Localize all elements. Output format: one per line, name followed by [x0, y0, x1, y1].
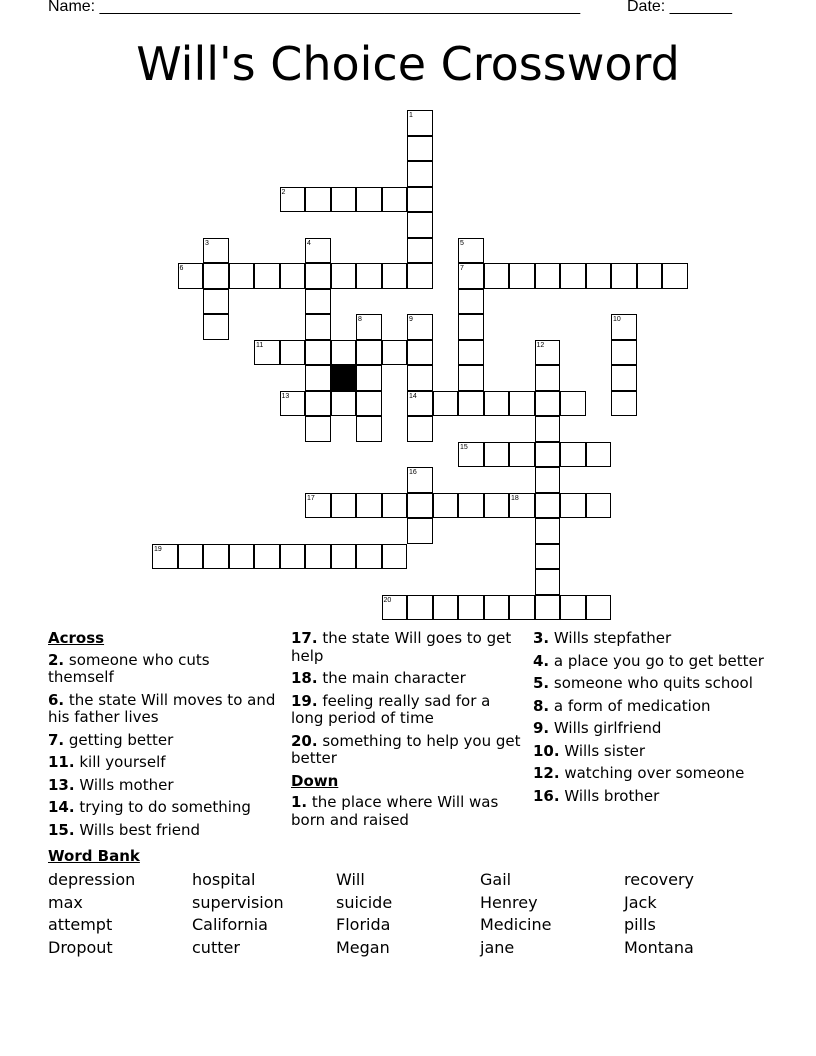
grid-cell[interactable] — [356, 416, 382, 442]
grid-cell[interactable] — [356, 544, 382, 570]
grid-cell[interactable] — [305, 340, 331, 366]
clue-number-label: 14. — [48, 798, 75, 816]
grid-cell[interactable] — [229, 544, 255, 570]
grid-cell[interactable] — [331, 187, 357, 213]
grid-cell[interactable] — [382, 187, 408, 213]
grid-cell[interactable] — [356, 187, 382, 213]
grid-cell[interactable] — [662, 263, 688, 289]
word-bank-item: supervision — [192, 892, 284, 912]
clue-number-label: 17. — [291, 629, 318, 647]
clue-item — [48, 754, 278, 772]
grid-cell[interactable] — [458, 314, 484, 340]
grid-cell[interactable] — [484, 391, 510, 417]
name-field[interactable]: Name: ______________________________________________________ — [48, 0, 581, 15]
clue-number-label: 13. — [48, 775, 75, 794]
clue-number-label: 6. — [48, 690, 65, 709]
grid-cell[interactable] — [356, 365, 382, 391]
grid-cell[interactable] — [586, 595, 612, 621]
clue-item — [291, 733, 521, 768]
grid-cell[interactable] — [535, 569, 561, 595]
clue-number-label: 8. — [533, 696, 550, 715]
word-bank-item: Dropout — [48, 937, 113, 957]
grid-cell[interactable] — [382, 493, 408, 519]
grid-cell[interactable] — [280, 544, 306, 570]
grid-cell[interactable] — [382, 340, 408, 366]
clue-number-label: 11. — [48, 753, 75, 771]
across-heading: Across — [48, 629, 105, 647]
clue-item — [291, 630, 521, 665]
grid-cell[interactable] — [611, 340, 637, 366]
grid-cell[interactable] — [535, 263, 561, 289]
grid-cell[interactable] — [407, 238, 433, 264]
clue-number-label: 7. — [48, 730, 65, 749]
grid-cell[interactable] — [331, 391, 357, 417]
grid-cell[interactable] — [560, 263, 586, 289]
clue-number-label: 3. — [533, 629, 550, 647]
clue-text: Wills stepfather — [549, 629, 672, 647]
clue-item — [48, 799, 278, 817]
down-clue-list-continued — [533, 630, 773, 805]
clue-number: 13 — [281, 392, 290, 400]
word-bank-item: suicide — [336, 892, 393, 912]
clue-item — [533, 630, 773, 648]
grid-cell[interactable] — [407, 136, 433, 162]
clue-text: Wills girlfriend — [549, 719, 662, 737]
across-clue-list-continued — [291, 630, 521, 768]
clue-number-label: 16. — [533, 786, 560, 805]
clue-number: 9 — [409, 316, 413, 323]
clue-number-label: 18. — [291, 669, 318, 687]
grid-cell[interactable] — [356, 391, 382, 417]
clue-number: 8 — [358, 316, 362, 323]
grid-cell[interactable] — [331, 340, 357, 366]
clue-number: 12 — [536, 341, 545, 349]
clue-item — [48, 692, 278, 727]
clue-text: the state Will goes to get help — [291, 629, 512, 665]
grid-cell[interactable] — [611, 391, 637, 417]
word-bank-item: jane — [480, 937, 515, 957]
clue-number-label: 4. — [533, 651, 550, 670]
clue-text: something to help you get better — [291, 731, 521, 767]
clue-item — [533, 765, 773, 783]
grid-cell[interactable] — [280, 263, 306, 289]
clue-item — [48, 777, 278, 795]
grid-cell[interactable] — [203, 544, 229, 570]
clues-column-3 — [533, 630, 773, 810]
clue-text: a form of medication — [549, 696, 711, 715]
grid-cell[interactable] — [331, 544, 357, 570]
clue-item — [48, 732, 278, 750]
word-bank-item: Florida — [336, 915, 391, 934]
grid-cell[interactable] — [305, 391, 331, 417]
grid-cell[interactable] — [535, 493, 561, 519]
clue-number-label: 9. — [533, 719, 550, 737]
down-clue-list — [291, 794, 521, 829]
grid-cell[interactable] — [305, 263, 331, 289]
clue-item — [533, 675, 773, 693]
clue-number-label: 15. — [48, 820, 75, 839]
grid-cell[interactable] — [611, 365, 637, 391]
grid-cell[interactable] — [611, 263, 637, 289]
grid-cell[interactable] — [382, 263, 408, 289]
clue-number-label: 10. — [533, 741, 560, 760]
grid-cell[interactable] — [203, 263, 229, 289]
clue-number-label: 1. — [291, 793, 308, 811]
grid-cell[interactable] — [535, 365, 561, 391]
clue-text: the place where Will was born and raised — [291, 793, 499, 829]
grid-cell[interactable] — [535, 595, 561, 621]
word-bank-item: Megan — [336, 937, 390, 957]
grid-cell[interactable] — [407, 212, 433, 238]
grid-cell[interactable] — [356, 340, 382, 366]
grid-cell[interactable] — [407, 263, 433, 289]
grid-cell[interactable] — [356, 493, 382, 519]
grid-cell[interactable] — [331, 263, 357, 289]
word-bank-item: cutter — [192, 937, 240, 957]
grid-cell[interactable] — [433, 493, 459, 519]
grid-cell[interactable] — [484, 493, 510, 519]
grid-cell[interactable] — [305, 365, 331, 391]
clue-text: getting better — [64, 730, 174, 749]
clue-text: watching over someone — [559, 764, 745, 782]
clue-item — [533, 698, 773, 716]
clue-item — [291, 693, 521, 728]
grid-cell[interactable] — [229, 263, 255, 289]
clue-text: Wills best friend — [74, 820, 201, 839]
word-bank-item: hospital — [192, 870, 256, 889]
grid-cell[interactable] — [356, 263, 382, 289]
clue-item — [533, 653, 773, 671]
grid-cell[interactable] — [305, 314, 331, 340]
clue-number-label: 5. — [533, 674, 550, 692]
grid-cell[interactable] — [178, 544, 204, 570]
grid-cell[interactable] — [535, 391, 561, 417]
clue-number-label: 20. — [291, 731, 318, 750]
grid-cell[interactable] — [433, 595, 459, 621]
grid-cell[interactable] — [407, 365, 433, 391]
grid-cell[interactable] — [535, 544, 561, 570]
grid-cell[interactable] — [484, 442, 510, 468]
clue-text: Wills brother — [559, 786, 660, 805]
word-bank-item: pills — [624, 915, 656, 934]
grid-cell[interactable] — [433, 391, 459, 417]
grid-cell[interactable] — [458, 340, 484, 366]
grid-cell[interactable] — [484, 595, 510, 621]
clue-text: someone who cuts themself — [48, 650, 210, 686]
grid-cell[interactable] — [407, 340, 433, 366]
black-cell — [331, 365, 357, 391]
word-bank-heading: Word Bank — [48, 847, 140, 865]
clue-item — [48, 822, 278, 840]
grid-cell[interactable] — [203, 289, 229, 315]
clue-number-label: 19. — [291, 691, 318, 710]
grid-cell[interactable] — [560, 391, 586, 417]
grid-cell[interactable] — [509, 263, 535, 289]
clue-number: 4 — [307, 239, 311, 247]
clue-number: 20 — [383, 596, 392, 604]
clue-text: kill yourself — [74, 753, 166, 771]
grid-cell[interactable] — [382, 544, 408, 570]
grid-cell[interactable] — [458, 289, 484, 315]
word-bank-item: California — [192, 915, 268, 934]
clue-number: 11 — [256, 341, 264, 349]
grid-cell[interactable] — [305, 187, 331, 213]
grid-cell[interactable] — [535, 467, 561, 493]
clue-number: 19 — [154, 545, 162, 553]
grid-cell[interactable] — [305, 416, 331, 442]
clue-number: 15 — [460, 443, 468, 451]
grid-cell[interactable] — [586, 263, 612, 289]
clue-number: 17 — [307, 494, 315, 502]
grid-cell[interactable] — [407, 187, 433, 213]
clue-text: the main character — [317, 669, 466, 687]
across-clue-list — [48, 652, 278, 840]
grid-cell[interactable] — [560, 442, 586, 468]
header — [0, 0, 816, 20]
grid-cell[interactable] — [509, 442, 535, 468]
grid-cell[interactable] — [203, 314, 229, 340]
word-bank — [48, 869, 768, 959]
clue-text: the state Will moves to and his father lives — [48, 690, 276, 726]
grid-cell[interactable] — [407, 518, 433, 544]
grid-cell[interactable] — [458, 493, 484, 519]
grid-cell[interactable] — [254, 544, 280, 570]
clue-number: 10 — [613, 316, 621, 323]
clues-column-2 — [291, 630, 521, 834]
grid-cell[interactable] — [407, 493, 433, 519]
word-bank-item: recovery — [624, 870, 695, 889]
grid-cell[interactable] — [560, 493, 586, 519]
word-bank-item: Medicine — [480, 915, 552, 934]
clue-text: Wills sister — [559, 741, 646, 760]
grid-cell[interactable] — [331, 493, 357, 519]
grid-cell[interactable] — [407, 595, 433, 621]
clue-number: 2 — [281, 188, 286, 196]
grid-cell[interactable] — [458, 595, 484, 621]
clue-item — [533, 743, 773, 761]
clue-number: 5 — [460, 239, 464, 247]
grid-cell[interactable] — [407, 161, 433, 187]
grid-cell[interactable] — [458, 365, 484, 391]
grid-cell[interactable] — [458, 391, 484, 417]
word-bank-item: max — [48, 892, 83, 912]
grid-cell[interactable] — [254, 263, 280, 289]
grid-cell[interactable] — [560, 595, 586, 621]
clue-text: feeling really sad for a long period of time — [291, 691, 491, 727]
grid-cell[interactable] — [280, 340, 306, 366]
grid-cell[interactable] — [535, 442, 561, 468]
clue-number: 14 — [409, 392, 417, 400]
word-bank-item: Gail — [480, 870, 512, 889]
down-heading: Down — [291, 771, 339, 790]
clues-column-1 — [48, 630, 278, 844]
grid-cell[interactable] — [509, 595, 535, 621]
clue-number: 6 — [179, 265, 184, 272]
grid-cell[interactable] — [637, 263, 663, 289]
grid-cell[interactable] — [586, 442, 612, 468]
clue-number: 3 — [205, 239, 209, 247]
clue-text: a place you go to get better — [549, 651, 764, 670]
word-bank-item: attempt — [48, 915, 113, 934]
grid-cell[interactable] — [509, 391, 535, 417]
grid-cell[interactable] — [305, 289, 331, 315]
clue-number: 1 — [409, 112, 413, 119]
grid-cell[interactable] — [535, 416, 561, 442]
clue-text: someone who quits school — [549, 674, 753, 692]
clue-item — [533, 788, 773, 806]
grid-cell[interactable] — [407, 416, 433, 442]
word-bank-item: Jack — [624, 892, 657, 912]
clue-number: 16 — [409, 469, 417, 476]
grid-cell[interactable] — [484, 263, 510, 289]
date-field[interactable]: Date: _______ — [627, 0, 732, 15]
clue-number-label: 2. — [48, 650, 65, 669]
clue-item — [291, 670, 521, 688]
clue-text: Wills mother — [74, 775, 174, 794]
grid-cell[interactable] — [305, 544, 331, 570]
clue-text: trying to do something — [74, 798, 251, 816]
word-bank-item: depression — [48, 870, 136, 889]
page-title: Will's Choice Crossword — [136, 37, 680, 91]
word-bank-item: Montana — [624, 937, 694, 957]
clue-item — [48, 652, 278, 687]
clue-number-label: 12. — [533, 764, 560, 782]
word-bank-item: Henrey — [480, 892, 538, 912]
word-bank-item: Will — [336, 870, 365, 889]
clue-item — [291, 794, 521, 829]
clue-number: 7 — [460, 265, 464, 272]
grid-cell[interactable] — [535, 518, 561, 544]
clue-item — [533, 720, 773, 738]
grid-cell[interactable] — [586, 493, 612, 519]
clue-number: 18 — [511, 494, 519, 502]
